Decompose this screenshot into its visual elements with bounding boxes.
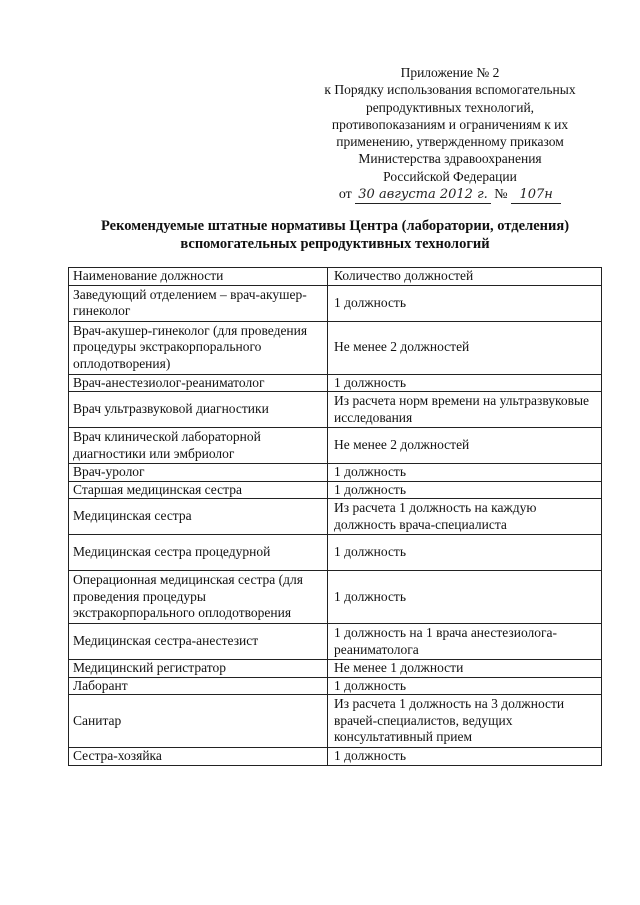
- number-prefix: №: [494, 187, 508, 203]
- header-line: Российской Федерации: [383, 168, 517, 184]
- position-name: Операционная медицинская сестра (для проведения процедуры экстракорпорального оплодотворения: [69, 571, 328, 624]
- position-name: Сестра-хозяйка: [69, 748, 328, 766]
- table-row: [69, 481, 602, 499]
- position-count: 1 должность: [328, 535, 602, 571]
- table-row: [69, 748, 602, 766]
- table-row: [69, 285, 602, 321]
- table-row: [69, 499, 602, 535]
- handwritten-date: 30 августа 2012 г.: [355, 186, 491, 204]
- table-row: [69, 571, 602, 624]
- table-row: [69, 428, 602, 464]
- table-row: [69, 660, 602, 678]
- position-name: Врач клинической лабораторной диагностики или эмбриолог: [69, 428, 328, 464]
- position-name: Заведующий отделением – врач-акушер-гинеколог: [69, 285, 328, 321]
- position-count: 1 должность на 1 врача анестезиолога-реаниматолога: [328, 624, 602, 660]
- header-line: противопоказаниям и ограничениям к их: [331, 116, 569, 132]
- position-count: 1 должность: [328, 285, 602, 321]
- position-name: Медицинский регистратор: [69, 660, 328, 678]
- title-line: Рекомендуемые штатные нормативы Центра (лаборатории, отделения): [100, 218, 570, 234]
- position-count: Не менее 2 должностей: [328, 321, 602, 374]
- table-row: [69, 392, 602, 428]
- table-row: [69, 535, 602, 571]
- table-row: [69, 677, 602, 695]
- position-name: Медицинская сестра: [69, 499, 328, 535]
- date-prefix: от: [338, 187, 352, 203]
- order-date-line: [300, 186, 600, 204]
- header-line: Приложение № 2: [400, 65, 500, 80]
- staffing-table: [68, 267, 602, 766]
- position-name: Лаборант: [69, 677, 328, 695]
- position-count: 1 должность: [328, 464, 602, 482]
- position-count: Из расчета 1 должность на 3 должности врачей-специалистов, ведущих консультативный прием: [328, 695, 602, 748]
- position-count: 1 должность: [328, 571, 602, 624]
- position-name: Медицинская сестра процедурной: [69, 535, 328, 571]
- table-row: [69, 624, 602, 660]
- position-count: Не менее 1 должности: [328, 660, 602, 678]
- position-name: Врач-акушер-гинеколог (для проведения процедуры экстракорпорального оплодотворения): [69, 321, 328, 374]
- position-name: Врач-анестезиолог-реаниматолог: [69, 374, 328, 392]
- table-row: [69, 695, 602, 748]
- position-name: Врач-уролог: [69, 464, 328, 482]
- position-name: Старшая медицинская сестра: [69, 481, 328, 499]
- table-row: [69, 321, 602, 374]
- document-title: [60, 217, 610, 253]
- position-count: 1 должность: [328, 481, 602, 499]
- position-name: Врач ультразвуковой диагностики: [69, 392, 328, 428]
- header-line: применению, утвержденному приказом: [336, 134, 564, 150]
- position-name: Медицинская сестра-анестезист: [69, 624, 328, 660]
- table-header-row: [69, 268, 602, 286]
- table-row: [69, 464, 602, 482]
- handwritten-order-number: 107н: [511, 186, 561, 204]
- position-count: Из расчета 1 должность на каждую должность врача-специалиста: [328, 499, 602, 535]
- title-line: вспомогательных репродуктивных технологий: [180, 236, 490, 252]
- position-count: 1 должность: [328, 677, 602, 695]
- position-count: Из расчета норм времени на ультразвуковые исследования: [328, 392, 602, 428]
- position-count: Не менее 2 должностей: [328, 428, 602, 464]
- header-line: к Порядку использования вспомогательных: [324, 82, 576, 98]
- column-header: Количество должностей: [328, 268, 602, 286]
- position-count: 1 должность: [328, 748, 602, 766]
- header-line: Министерства здравоохранения: [358, 151, 542, 167]
- header-line: репродуктивных технологий,: [365, 99, 535, 115]
- appendix-header: [300, 64, 600, 204]
- position-count: 1 должность: [328, 374, 602, 392]
- position-name: Санитар: [69, 695, 328, 748]
- table-row: [69, 374, 602, 392]
- column-header: Наименование должности: [69, 268, 328, 286]
